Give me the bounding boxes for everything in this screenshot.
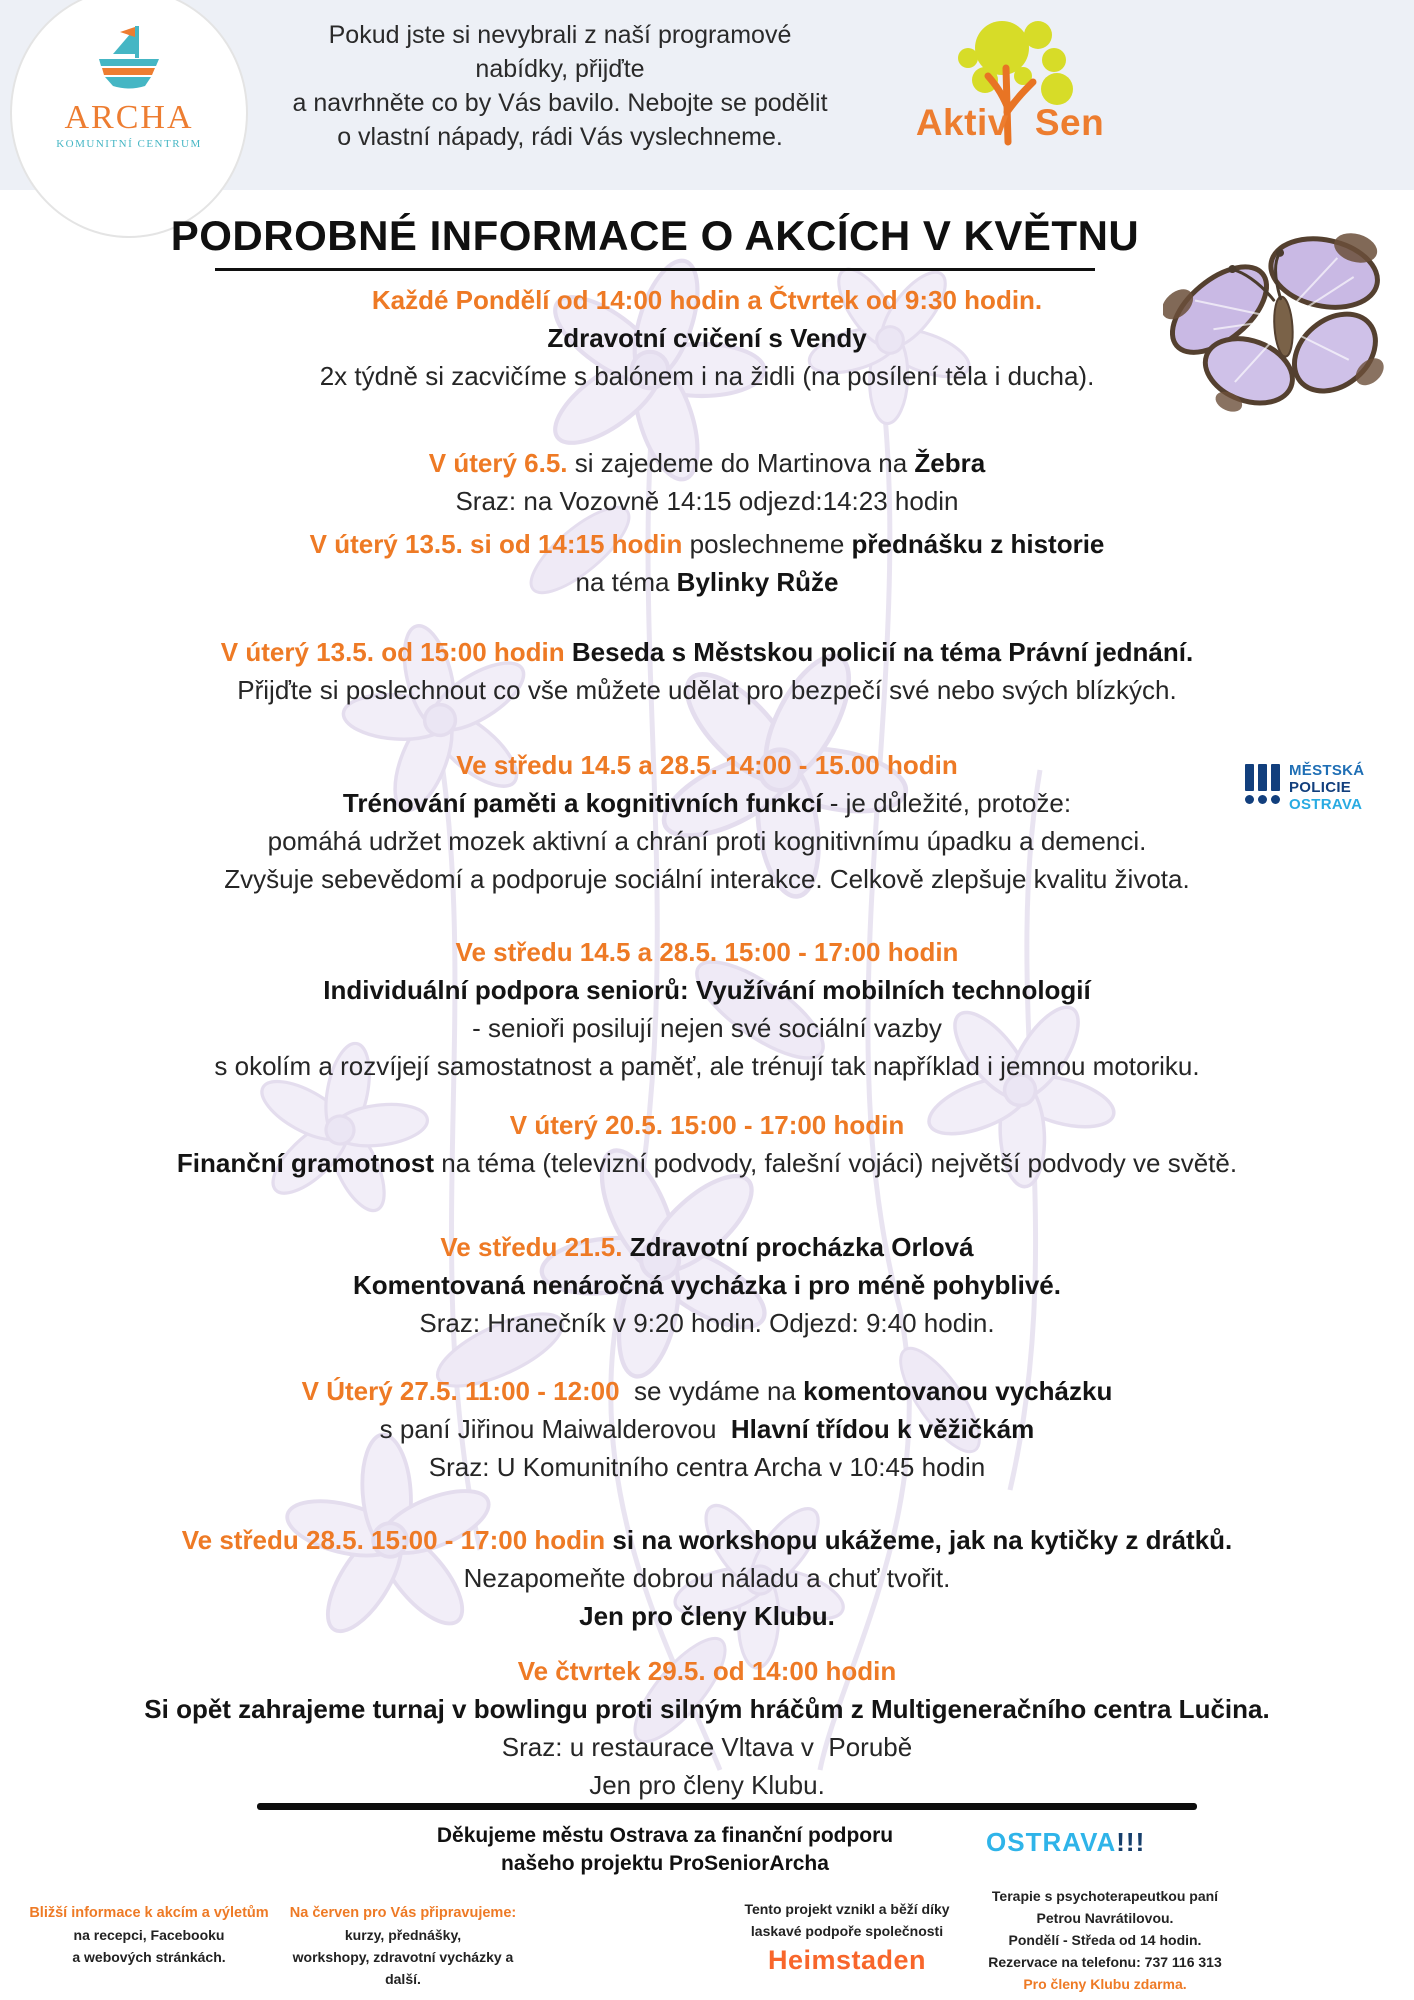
event-text: Ve čtvrtek 29.5. od 14:00 hodin	[517, 1656, 897, 1686]
event-text: V Úterý 27.5. 11:00 - 12:00	[301, 1376, 620, 1406]
event-block	[0, 1228, 1414, 1342]
archa-subtitle: KOMUNITNÍ CENTRUM	[56, 138, 202, 150]
event-text: Žebra	[914, 448, 986, 478]
ostrava-logo-bangs: !!!	[1116, 1827, 1146, 1857]
event-line	[0, 357, 1414, 395]
event-line	[0, 319, 1414, 357]
event-text: Si opět zahrajeme turnaj v bowlingu proti silným hráčům z Multigeneračního centra Lučina.	[144, 1694, 1270, 1724]
event-line	[0, 1228, 1414, 1266]
event-line	[0, 1652, 1414, 1690]
footer-col2-line: workshopy, zdravotní vycházky a další.	[292, 1949, 514, 1987]
intro-line: a navrhněte co by Vás bavilo. Nebojte se podělit	[292, 89, 828, 117]
event-line	[0, 1144, 1414, 1182]
event-text: Sraz: u restaurace Vltava v Porubě	[501, 1732, 913, 1762]
footer-col4-line: Terapie s psychoterapeutkou paní	[991, 1888, 1219, 1904]
footer-col4-line: Petrou Navrátilovou.	[1036, 1910, 1174, 1926]
event-text: Ve středu 21.5.	[440, 1232, 630, 1262]
event-text: poslechneme	[689, 529, 852, 559]
event-text: Bylinky Růže	[676, 567, 839, 597]
event-text: Jen pro členy Klubu.	[579, 1601, 835, 1631]
event-text: Sraz: na Vozovně 14:15 odjezd:14:23 hodin	[455, 486, 959, 516]
event-block	[0, 633, 1414, 709]
event-text: pomáhá udržet mozek aktivní a chrání proti kognitivnímu úpadku a demenci.	[267, 826, 1147, 856]
event-text: na téma (televizní podvody, falešní vojáci) největší podvody ve světě.	[434, 1148, 1238, 1178]
event-text: Sraz: Hranečník v 9:20 hodin. Odjezd: 9:40 hodin.	[419, 1308, 995, 1338]
event-text: Přijďte si poslechnout co vše můžete udělat pro bezpečí své nebo svých blízkých.	[237, 675, 1177, 705]
event-line	[0, 1009, 1414, 1047]
event-block	[0, 1372, 1414, 1486]
footer-col1-head: Bližší informace k akcím a výletům	[29, 1905, 269, 1921]
footer-col1-line: a webových stránkách.	[72, 1949, 226, 1965]
event-line	[0, 482, 1414, 520]
aktivsen-part2: Sen	[1034, 102, 1105, 143]
event-line	[0, 1597, 1414, 1635]
event-text: Individuální podpora seniorů: Využívání mobilních technologií	[323, 975, 1091, 1005]
event-text: Trénování paměti a kognitivních funkcí	[342, 788, 823, 818]
footer-col3-line: laskavé podpoře společnosti	[750, 1923, 944, 1939]
event-text: Ve středu 14.5 a 28.5. 14:00 - 15.00 hodin	[456, 750, 958, 780]
event-line	[0, 822, 1414, 860]
event-text: Ve středu 28.5. 15:00 - 17:00 hodin	[181, 1525, 613, 1555]
event-text: Finanční gramotnost	[176, 1148, 435, 1178]
intro-line: o vlastní nápady, rádi Vás vyslechneme.	[337, 123, 783, 151]
event-text: Zdravotní cvičení s Vendy	[547, 323, 867, 353]
event-block	[0, 525, 1414, 601]
event-line	[0, 784, 1414, 822]
aktivsen-part1: Aktiv	[915, 102, 1009, 143]
event-text: Sraz: U Komunitního centra Archa v 10:45 hodin	[428, 1452, 986, 1482]
ostrava-logo-text: OSTRAVA	[986, 1827, 1117, 1857]
footer-col2-head: Na červen pro Vás připravujeme:	[289, 1905, 517, 1921]
event-line	[0, 525, 1414, 563]
event-line	[0, 1448, 1414, 1486]
event-text: V úterý 13.5. od 15:00 hodin	[220, 637, 572, 667]
event-line	[0, 860, 1414, 898]
event-text: Ve středu 14.5 a 28.5. 15:00 - 17:00 hodin	[455, 937, 959, 967]
event-text: Hlavní třídou k věžičkám	[730, 1414, 1035, 1444]
event-text: V úterý 20.5. 15:00 - 17:00 hodin	[509, 1110, 905, 1140]
footer-col4-line: Pondělí - Středa od 14 hodin.	[1008, 1932, 1202, 1948]
footer-col-sponsor	[722, 1898, 972, 1978]
event-text: Zdravotní procházka Orlová	[629, 1232, 974, 1262]
event-line	[0, 633, 1414, 671]
event-line	[0, 1521, 1414, 1559]
event-line	[0, 1766, 1414, 1804]
event-line	[0, 1372, 1414, 1410]
page-title: PODROBNÉ INFORMACE O AKCÍCH V KVĚTNU	[170, 212, 1140, 259]
mp-line-policie: POLICIE	[1289, 779, 1352, 796]
event-text: V úterý 13.5. si od 14:15 hodin	[309, 529, 690, 559]
event-block	[0, 281, 1414, 395]
event-block	[0, 746, 1414, 898]
event-text: V úterý 6.5.	[428, 448, 575, 478]
archa-title: ARCHA	[64, 99, 194, 136]
event-line	[0, 746, 1414, 784]
footer-col2-line: kurzy, přednášky,	[344, 1927, 462, 1943]
footer-col4-highlight: Pro členy Klubu zdarma.	[1023, 1976, 1187, 1992]
event-block	[0, 1652, 1414, 1804]
event-text: si zajedeme do Martinova na	[574, 448, 915, 478]
event-line	[0, 444, 1414, 482]
mp-line-ostrava: OSTRAVA	[1289, 796, 1363, 813]
event-line	[0, 971, 1414, 1009]
event-block	[0, 444, 1414, 520]
event-line	[0, 1304, 1414, 1342]
thanks-line: Děkujeme městu Ostrava za finanční podporu	[436, 1824, 894, 1847]
event-line	[0, 1266, 1414, 1304]
event-block	[0, 1106, 1414, 1182]
event-block	[0, 1521, 1414, 1635]
thanks-line: našeho projektu ProSeniorArcha	[501, 1852, 829, 1875]
event-line	[0, 1047, 1414, 1085]
footer-col-june	[278, 1902, 528, 1990]
ostrava-logo	[986, 1827, 1145, 1858]
event-text: Nezapomeňte dobrou náladu a chuť tvořit.	[463, 1563, 951, 1593]
event-text: - je důležité, protože:	[822, 788, 1072, 818]
event-text: Jen pro členy Klubu.	[589, 1770, 825, 1800]
footer-col4-line: Rezervace na telefonu: 737 116 313	[988, 1954, 1222, 1970]
event-text: Zvyšuje sebevědomí a podporuje sociální interakce. Celkově zlepšuje kvalitu života.	[224, 864, 1190, 894]
footer-col1-line: na recepci, Facebooku	[73, 1927, 225, 1943]
event-text: s paní Jiřinou Maiwalderovou	[379, 1414, 731, 1444]
thanks-note	[365, 1822, 965, 1878]
event-block	[0, 933, 1414, 1085]
event-line	[0, 1106, 1414, 1144]
mp-line-mestska: MĚSTSKÁ	[1289, 762, 1365, 779]
event-line	[0, 1690, 1414, 1728]
event-line	[0, 671, 1414, 709]
footer-col3-line: Tento projekt vznikl a běží díky	[744, 1901, 950, 1917]
heimstaden-logo: Heimstaden	[767, 1945, 927, 1975]
intro-line: Pokud jste si nevybrali z naší programové	[328, 21, 792, 49]
footer-col-therapy	[965, 1885, 1245, 1995]
event-line	[0, 1410, 1414, 1448]
event-line	[0, 1559, 1414, 1597]
event-text: Každé Pondělí od 14:00 hodin a Čtvrtek od 9:30 hodin.	[371, 285, 1043, 315]
event-text: 2x týdně si zacvičíme s balónem i na židli (na posílení těla i ducha).	[319, 361, 1095, 391]
event-line	[0, 563, 1414, 601]
event-text: se vydáme na	[619, 1376, 804, 1406]
event-line	[0, 933, 1414, 971]
event-text: - senioři posilují nejen své sociální vazby	[472, 1013, 942, 1043]
event-line	[0, 281, 1414, 319]
event-text: Beseda s Městskou policií na téma Právní jednání.	[571, 637, 1194, 667]
event-text: přednášku z historie	[851, 529, 1105, 559]
intro-line: nabídky, přijďte	[475, 55, 645, 83]
event-text: s okolím a rozvíjejí samostatnost a paměť, ale trénují tak například i jemnou motoriku.	[214, 1051, 1200, 1081]
event-text: si na workshopu ukážeme, jak na kytičky z drátků.	[612, 1525, 1233, 1555]
event-text: na téma	[575, 567, 677, 597]
event-line	[0, 1728, 1414, 1766]
footer-col-info	[15, 1902, 283, 1968]
event-text: komentovanou vycházku	[803, 1376, 1113, 1406]
divider-bar	[257, 1803, 1197, 1810]
event-text: Komentovaná nenáročná vycházka i pro méně pohyblivé.	[353, 1270, 1061, 1300]
